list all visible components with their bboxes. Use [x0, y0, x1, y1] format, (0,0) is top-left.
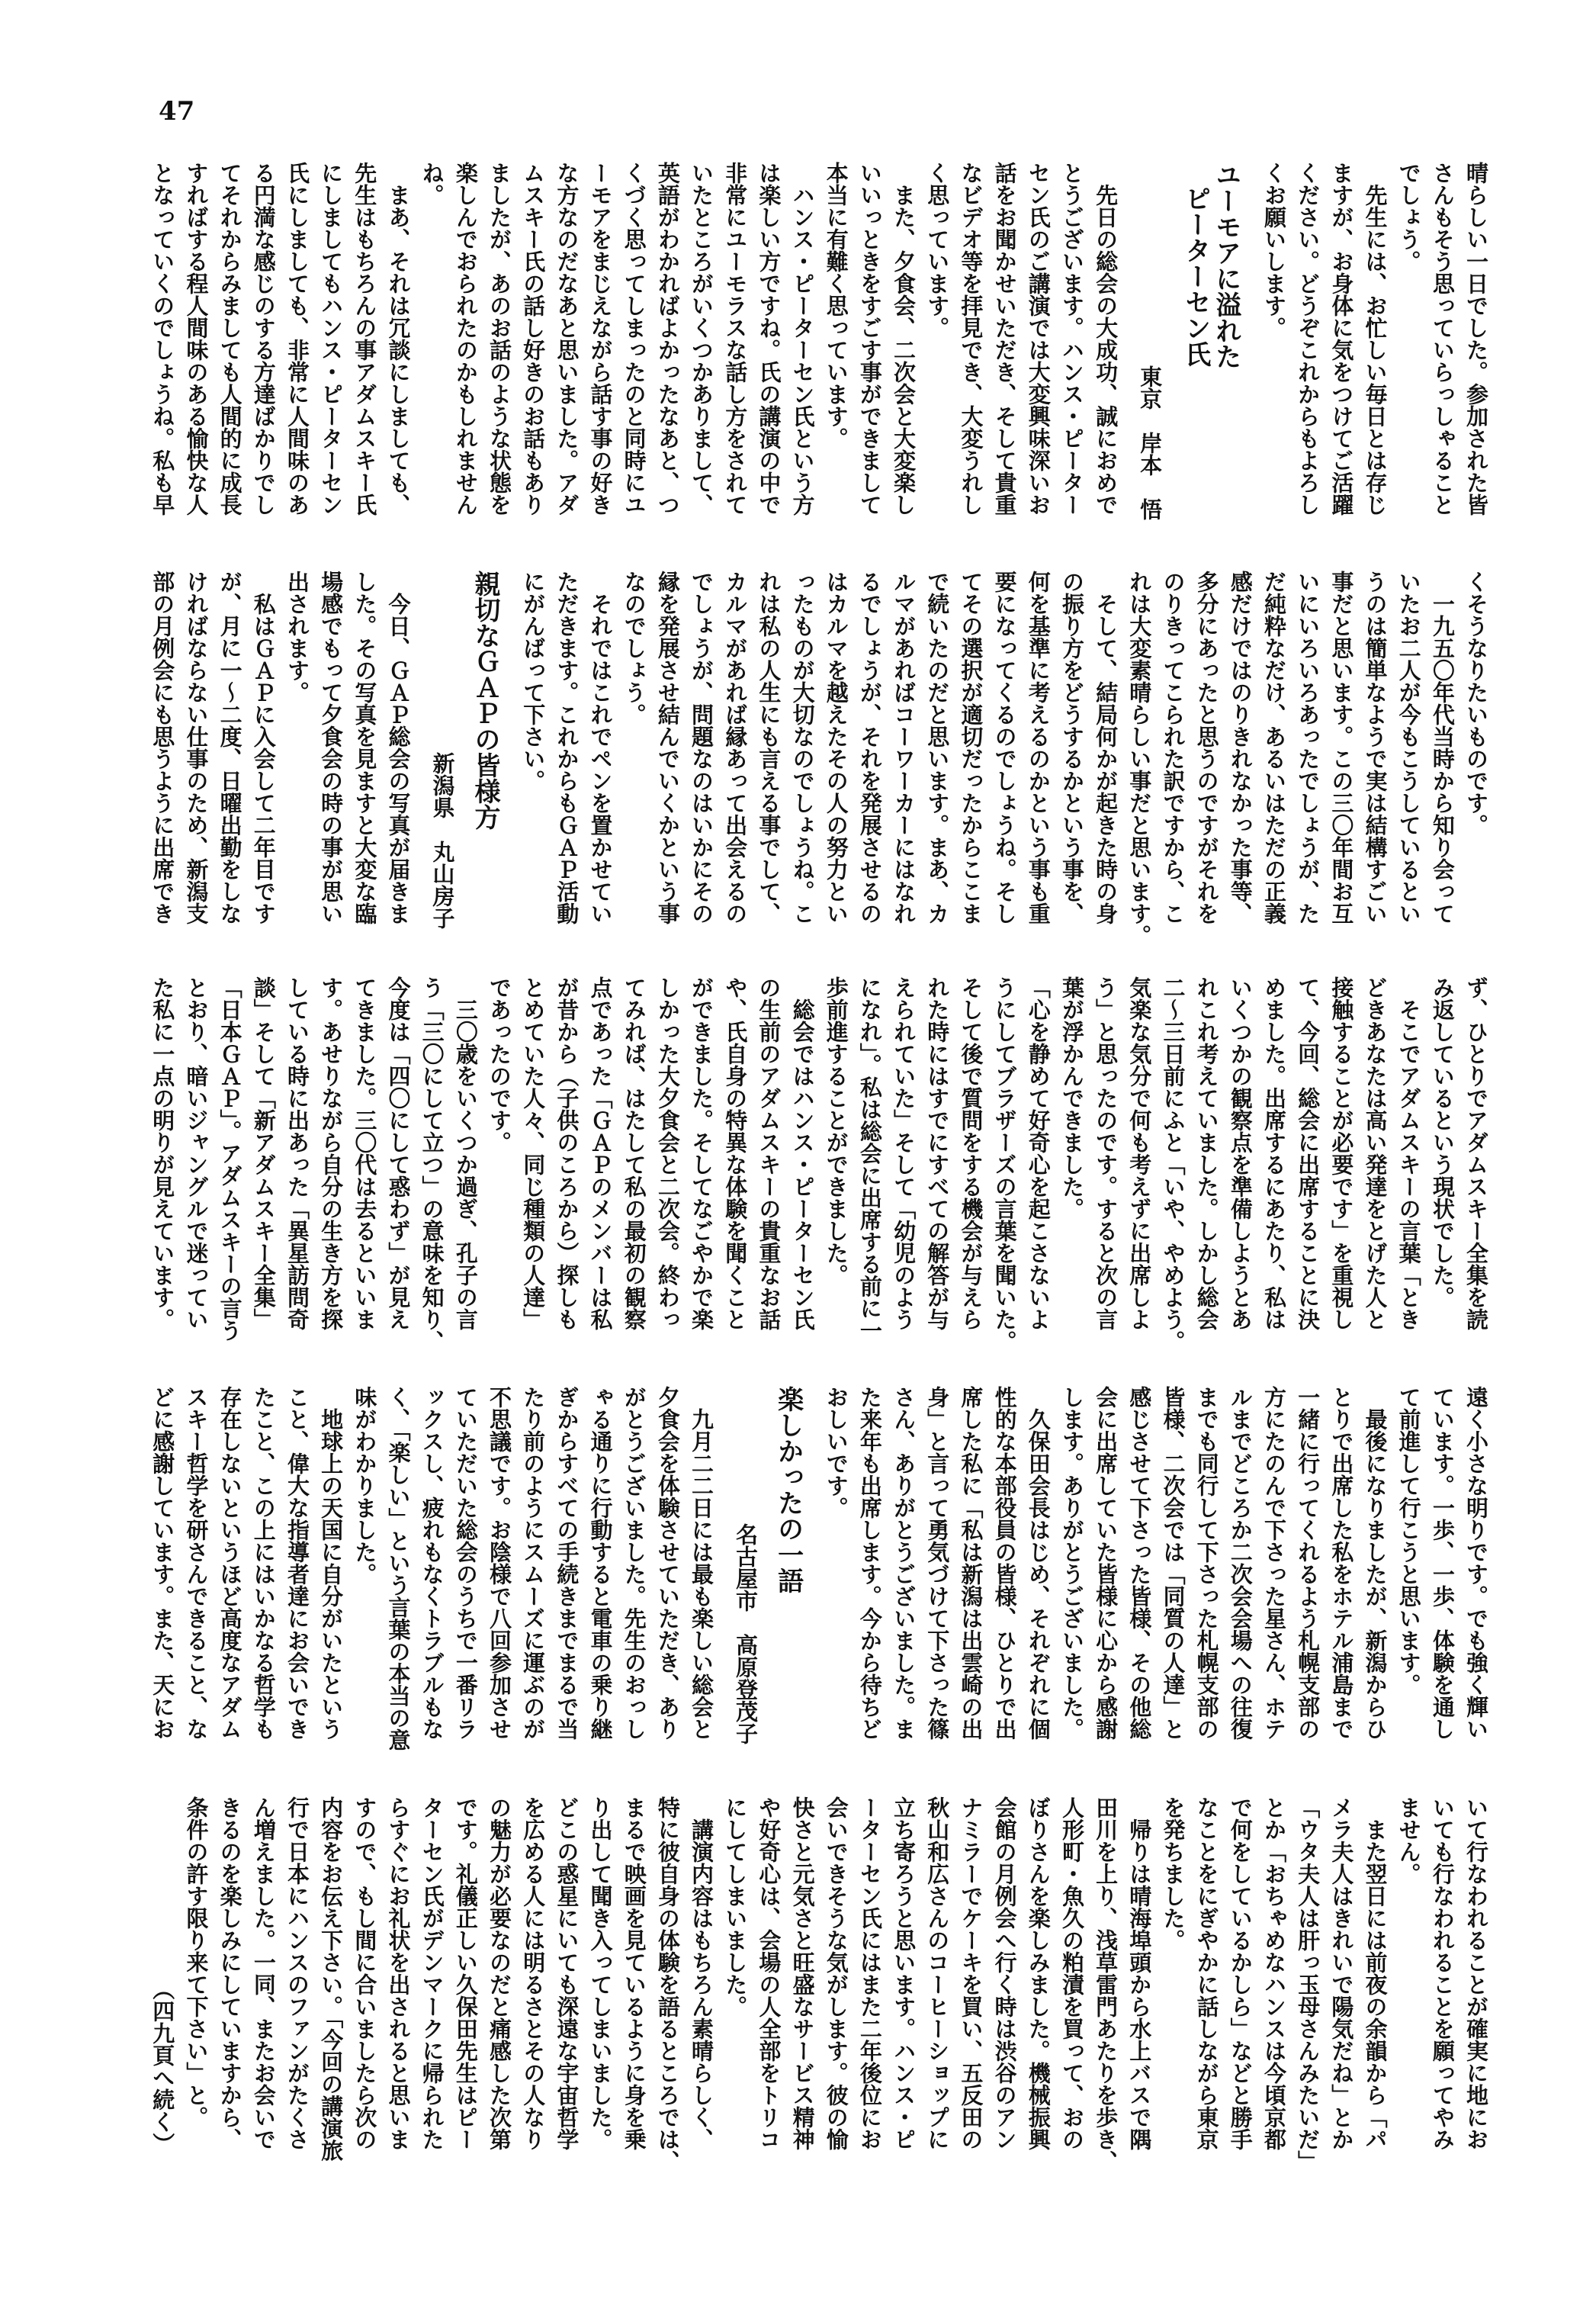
text-column: そして後で質問をする機会が与えら	[958, 976, 984, 1330]
text-column: いいっときをすごす事ができまして	[856, 162, 883, 516]
text-column: るでしょうが、それを発展させるの	[856, 571, 883, 924]
text-column: 晴らしい一日でした。参加された皆	[1463, 162, 1489, 516]
text-column: が昔から（子供のころから）探しも	[554, 976, 580, 1330]
text-column: 「ウタ夫人は肝っ玉母さんみたいだ」	[1295, 1796, 1321, 2172]
text-column: 秋山和広さんのコーヒーショップに	[924, 1796, 951, 2150]
text-column: ますが、お身体に気をつけてご活躍	[1328, 162, 1355, 516]
text-column: なことをにぎやかに話しながら東京	[1193, 1796, 1220, 2150]
article-author: 新潟県 丸山房子	[429, 752, 456, 929]
text-column: めました。出席するにあたり、私は	[1260, 976, 1287, 1330]
text-column: ナミラーでケーキを買い、五反田の	[958, 1796, 984, 2150]
text-column: どに感謝しています。また、天にお	[149, 1386, 176, 1740]
text-column: いたところがいくつかありまして、	[689, 162, 715, 516]
text-column: り出して聞き入ってしまいました。	[587, 1796, 614, 2150]
text-column: 気楽な気分で何も考えずに出席しよ	[1126, 976, 1153, 1330]
text-column: 今日、ＧＡＰ総会の写真が届きま	[385, 571, 412, 924]
text-column: 快さと元気さと旺盛なサービス精神	[789, 1796, 816, 2150]
text-column: はカルマを越えたその人の努力とい	[823, 571, 849, 924]
text-column: 場感でもって夕食会の時の事が思い	[318, 571, 345, 924]
text-column: のりきってこられた訳ですから、こ	[1160, 571, 1187, 924]
text-column: れこれ考えていました。しかし総会	[1193, 976, 1220, 1330]
text-column: た来年も出席します。今から待ちど	[856, 1386, 883, 1740]
text-column: 九月二二日には最も楽しい総会と	[689, 1386, 715, 1740]
text-column: であったのです。	[487, 976, 513, 1153]
text-column: で何をしているかしら」などと勝手	[1227, 1796, 1254, 2150]
text-column: 非常にユーモラスな話し方をされて	[722, 162, 749, 516]
band-4	[146, 1386, 1493, 1751]
text-column: また翌日には前夜の余韻から「パ	[1362, 1796, 1389, 2150]
text-column: 歩前進することができました。	[823, 976, 849, 1286]
text-column: れは私の人生にも言える事でして、	[756, 571, 782, 924]
text-column: てきました。三〇代は去るといいま	[352, 976, 378, 1330]
text-column: ックスし、疲れもなくトラブルもな	[419, 1386, 445, 1740]
text-column: にしてしまいました。	[722, 1796, 749, 2017]
text-column: て、今回、総会に出席することに決	[1295, 976, 1321, 1330]
text-column: 感だけではのりきれなかった事等、	[1227, 571, 1254, 924]
text-column: は楽しい方ですね。氏の講演の中で	[756, 162, 782, 516]
text-column: 先日の総会の大成功、誠におめで	[1093, 162, 1119, 516]
text-column: る円満な感じのする方達ばかりでし	[250, 162, 277, 516]
text-column: 性的な本部役員の皆様、ひとりで出	[991, 1386, 1018, 1740]
text-column: 感じさせて下さった皆様、その他総	[1126, 1386, 1153, 1740]
text-column: そして、結局何かが起きた時の身	[1093, 571, 1119, 924]
text-column: 何を基準に考えるのかという事も重	[1025, 571, 1052, 924]
text-column: 英語がわかればよかったなあと、つ	[654, 162, 681, 516]
text-column: それではこれでペンを置かせてい	[587, 571, 614, 924]
text-column: 三〇歳をいくつか過ぎ、孔子の言	[452, 976, 479, 1330]
text-column: ければならない仕事のため、新潟支	[183, 571, 210, 924]
text-column: カルマがあれば縁あって出会えるの	[722, 571, 749, 924]
text-column: となっていくのでしょうね。私も早	[149, 162, 176, 516]
text-column: 田川を上り、浅草雷門あたりを歩き、	[1093, 1796, 1119, 2172]
text-column: う「三〇にして立つ」の意味を知り、	[419, 976, 445, 1352]
text-column: う」と思ったのです。すると次の言	[1093, 976, 1119, 1330]
text-column: 条件の許す限り来て下さい」と。	[183, 1796, 210, 2128]
text-column: らすぐにお礼状を出されると思いま	[385, 1796, 412, 2150]
text-column: ゃる通りに行動すると電車の乗り継	[587, 1386, 614, 1740]
text-column: て前進して行こうと思います。	[1395, 1386, 1422, 1696]
text-column: ていただいた総会のうちで一番リラ	[452, 1386, 479, 1740]
text-column: くづく思ってしまったのと同時にユ	[621, 162, 647, 516]
text-column: 会館の月例会へ行く時は渋谷のアン	[991, 1796, 1018, 2150]
text-column: 今度は「四〇にして惑わず」が見え	[385, 976, 412, 1330]
text-column: 点であった「ＧＡＰのメンバーは私	[587, 976, 614, 1330]
text-column: さんもそう思っていらっしゃること	[1429, 162, 1456, 516]
text-column: した。その写真を見ますと大変な臨	[352, 571, 378, 924]
text-column: 内容をお伝え下さい。「今回の講演旅	[318, 1796, 345, 2162]
text-column: です。礼儀正しい久保田先生はピー	[452, 1796, 479, 2150]
text-column: れは大変素晴らしい事だと思います。	[1126, 571, 1153, 947]
article-title: ピーターセン氏	[1180, 185, 1211, 367]
text-column: うのは簡単なようで実は結構すごい	[1362, 571, 1389, 924]
text-column: 「日本ＧＡＰ」。アダムスキーの言う	[217, 976, 243, 1342]
text-column: でしょう。	[1395, 162, 1422, 272]
text-column: すので、もし間に合いましたら次の	[352, 1796, 378, 2150]
text-column: 久保田会長はじめ、それぞれに個	[1025, 1386, 1052, 1740]
text-column: ーターセン氏にはまた二年後位にお	[856, 1796, 883, 2150]
article-heading-block	[1122, 162, 1257, 520]
text-column: いて行なわれることが確実に地にお	[1463, 1796, 1489, 2150]
text-column: がとうございました。先生のおっし	[621, 1386, 647, 1740]
text-column: くそうなりたいものです。	[1463, 571, 1489, 836]
text-column: ぎからすべての手続きまでまるで当	[554, 1386, 580, 1740]
text-column: 地球上の天国に自分がいたという	[318, 1386, 345, 1740]
text-column: ています。一歩、一歩、体験を通し	[1429, 1386, 1456, 1740]
text-column: 会に出席していた皆様に心から感謝	[1093, 1386, 1119, 1740]
text-column: 特に彼自身の体験を語るところでは、	[654, 1796, 681, 2172]
article-heading-block	[415, 571, 516, 929]
text-column: ぼりさんを楽しみました。機械振興	[1025, 1796, 1052, 2150]
text-column: なのでしょう。	[621, 571, 647, 725]
text-column: 要になってくるのでしょうね。そし	[991, 571, 1018, 924]
article-title: ユーモアに溢れた	[1210, 162, 1241, 369]
band-5	[146, 1796, 1493, 2172]
text-column: 一九五〇年代当時から知り会って	[1429, 571, 1456, 924]
text-column: ルまでどころか二次会会場への往復	[1227, 1386, 1254, 1740]
text-column: いても行なわれることを願ってやみ	[1429, 1796, 1456, 2150]
text-column: セン氏のご講演では大変興味深いお	[1025, 162, 1052, 516]
text-column: くお願いします。	[1260, 162, 1287, 339]
text-column: 人形町・魚久の粕漬を買って、おの	[1058, 1796, 1085, 2150]
text-column: 存在しないというほど高度なアダム	[217, 1386, 243, 1740]
text-column: ができました。そしてなごやかで楽	[689, 976, 715, 1330]
article-heading-block	[718, 1386, 820, 1744]
band-2	[146, 571, 1493, 947]
text-column: を広める人には明るさとその人なり	[520, 1796, 547, 2150]
text-column: でしょうが、問題なのはいかにその	[689, 571, 715, 924]
text-column: さん、ありがとうございました。ま	[891, 1386, 917, 1740]
text-column: く思っています。	[924, 162, 951, 339]
text-column: 話をお聞かせいただき、そして貴重	[991, 162, 1018, 516]
text-column: こと、偉大な指導者達にお会いでき	[284, 1386, 310, 1740]
text-column: 縁を発展させ結んでいくかという事	[654, 571, 681, 924]
text-column: ん増えました。一同、またお会いで	[250, 1796, 277, 2150]
text-column: の魅力が必要なのだと痛感した次第	[487, 1796, 513, 2150]
text-column: なビデオ等を拝見でき、大変うれし	[958, 162, 984, 516]
text-column: 講演内容はもちろん素晴らしく、	[689, 1796, 715, 2150]
text-column: ムスキー氏の話し好きのお話もあり	[520, 162, 547, 516]
text-column: とめていた人々、同じ種類の人達」	[520, 976, 547, 1330]
text-column: ーモアをまじえながら話す事の好き	[587, 162, 614, 516]
text-column: ください。どうぞこれからもよろし	[1295, 162, 1321, 516]
text-column: 事だと思います。この三〇年間お互	[1328, 571, 1355, 924]
article-title: 親切なＧＡＰの皆様方	[470, 571, 501, 830]
text-column: れた時にはすでにすべての解答が与	[924, 976, 951, 1330]
text-column: たり前のようにスムーズに運ぶのが	[520, 1386, 547, 1740]
text-column: 行で日本にハンスのファンがたくさ	[284, 1796, 310, 2150]
text-column: の振り方をどうするかという事を、	[1058, 571, 1085, 924]
text-column: とりで出席した私をホテル浦島まで	[1328, 1386, 1355, 1740]
text-column: てそれからみましても人間的に成長	[217, 162, 243, 516]
text-column: いくつかの観察点を準備しようとあ	[1227, 976, 1254, 1330]
text-column: 夕食会を体験させていただき、あり	[654, 1386, 681, 1740]
band-3	[146, 976, 1493, 1352]
text-column: にがんばって下さい。	[520, 571, 547, 792]
text-column: 談」そして「新アダムスキー全集」	[250, 976, 277, 1330]
text-column: ったものが大切なのでしょうね。こ	[789, 571, 816, 924]
text-column: 私はＧＡＰに入会して二年目です	[250, 571, 277, 924]
text-column: たこと、この上にはいかなる哲学も	[250, 1386, 277, 1740]
text-column: 氏にしましても、非常に人間味のあ	[284, 162, 310, 516]
text-column: ターセン氏がデンマークに帰られた	[419, 1796, 445, 2150]
text-column: まあ、それは冗談にしましても、	[385, 162, 412, 516]
text-column: どきあなたは高い発達をとげた人と	[1362, 976, 1389, 1330]
text-column: 会いできそうな気がします。彼の愉	[823, 1796, 849, 2150]
text-column: ましたが、あのお話のような状態を	[486, 162, 512, 516]
text-column: 本当に有難く思っています。	[823, 162, 849, 449]
text-column: すればする程人間味のある愉快な人	[183, 162, 210, 516]
article-author: 東京 岸本 悟	[1137, 365, 1164, 520]
text-column: 皆様、二次会では「同質の人達」と	[1160, 1386, 1187, 1740]
text-column: どこの惑星にいても深遠な宇宙哲学	[554, 1796, 580, 2150]
text-column: な方なのだなあと思いました。アダ	[554, 162, 580, 516]
text-column: 多分にあったと思うのですがそれを	[1193, 571, 1220, 924]
text-column: 方にたのんで下さった星さん、ホテ	[1260, 1386, 1287, 1740]
text-column: や好奇心は、会場の人全部をトリコ	[756, 1796, 782, 2150]
text-column: ただきます。これからもＧＡＰ活動	[554, 571, 580, 924]
text-column: み返しているという現状でした。	[1429, 976, 1456, 1308]
text-column: 部の月例会にも思うように出席でき	[149, 571, 176, 924]
text-column: 楽しんでおられたのかもしれません	[452, 162, 479, 516]
text-column: てその選択が適切だったからここま	[958, 571, 984, 924]
text-column: ルマがあればコーワーカーにはなれ	[891, 571, 917, 924]
text-column: 帰りは晴海埠頭から水上バスで隅	[1126, 1796, 1153, 2150]
article-author: 名古屋市 高原登茂子	[733, 1523, 759, 1744]
text-column: く、「楽しい」という言葉の本当の意	[385, 1386, 412, 1751]
text-column: いたお二人が今もこうしているとい	[1395, 571, 1422, 924]
text-column: 「心を静めて好奇心を起こさないよ	[1025, 976, 1052, 1330]
text-column: 総会ではハンス・ピーターセン氏	[789, 976, 816, 1330]
text-column: きるのを楽しみにしていますから、	[217, 1796, 243, 2150]
text-column: 二〜三日前にふと「いや、やめよう。	[1160, 976, 1187, 1352]
text-column: ません。	[1395, 1796, 1422, 1885]
text-column: している時に出あった「異星訪問奇	[284, 976, 310, 1330]
continued-note: （四九頁へ続く）	[149, 1978, 176, 2155]
text-column: 遠く小さな明りです。でも強く輝い	[1463, 1386, 1489, 1740]
text-column: まるで映画を見ているように身を乗	[621, 1796, 647, 2150]
text-column: そこでアダムスキーの言葉「とき	[1395, 976, 1422, 1330]
text-column: 最後になりましたが、新潟からひ	[1362, 1386, 1389, 1740]
text-column: にしましてもハンス・ピーターセン	[318, 162, 345, 516]
text-column: までも同行して下さった札幌支部の	[1193, 1386, 1220, 1740]
text-column: 味がわかりました。	[352, 1386, 378, 1585]
text-column: します。ありがとうございました。	[1058, 1386, 1085, 1740]
text-column: が、月に一〜二度、日曜出勤をしな	[217, 571, 243, 924]
text-column: スキー哲学を研さんできること、な	[183, 1386, 210, 1740]
text-column: いにいろいろあったでしょうが、た	[1295, 571, 1321, 924]
text-column: とか「おちゃめなハンスは今頃京都	[1260, 1796, 1287, 2150]
text-column: とうございます。ハンス・ピーター	[1058, 162, 1085, 516]
text-column: や、氏自身の特異な体験を聞くこと	[722, 976, 749, 1330]
text-column: を発ちました。	[1160, 1796, 1187, 1951]
text-column: になれ」。私は総会に出席する前に一	[856, 976, 883, 1342]
text-column: しかった大夕食会と二次会。終わっ	[654, 976, 681, 1330]
text-column: おしいです。	[823, 1386, 849, 1519]
text-column: 立ち寄ろうと思います。ハンス・ピ	[891, 1796, 917, 2150]
text-column: た私に一点の明りが見えています。	[149, 976, 176, 1330]
text-column: てみれば、はたして私の最初の観察	[621, 976, 647, 1330]
text-column: うにしてブラザーズの言葉を聞いた。	[991, 976, 1018, 1352]
text-column: 葉が浮かんできました。	[1058, 976, 1085, 1220]
text-column: の生前のアダムスキーの貴重なお話	[756, 976, 782, 1330]
article-title: 楽しかったの一語	[772, 1386, 804, 1593]
text-column: ね。	[419, 162, 445, 206]
text-column: ず、ひとりでアダムスキー全集を読	[1463, 976, 1489, 1330]
text-column: で続いたのだと思います。まあ、カ	[924, 571, 951, 924]
text-column: 不思議です。お陰様で八回参加させ	[487, 1386, 512, 1740]
text-column: 一緒に行ってくれるよう札幌支部の	[1295, 1386, 1321, 1740]
text-column: だ純粋なだけ、あるいはただの正義	[1260, 571, 1287, 924]
text-column: とおり、暗いジャングルで迷ってい	[183, 976, 210, 1330]
text-column: メラ夫人はきれいで陽気だね」とか	[1328, 1796, 1355, 2150]
text-column: す。あせりながら自分の生き方を探	[318, 976, 345, 1330]
text-column: 先生には、お忙しい毎日とは存じ	[1362, 162, 1389, 516]
text-column: 身」と言って勇気づけて下さった篠	[924, 1386, 951, 1740]
text-column: 出されます。	[284, 571, 310, 703]
text-column: ハンス・ピーターセン氏という方	[789, 162, 816, 516]
text-column: 席した私に「私は新潟は出雲崎の出	[958, 1386, 984, 1740]
band-1	[146, 162, 1493, 520]
text-column: 先生はもちろんの事アダムスキー氏	[352, 162, 378, 516]
text-column: また、夕食会、二次会と大変楽し	[891, 162, 917, 516]
text-column: 接触することが必要です」を重視し	[1328, 976, 1355, 1330]
page-number: 47	[159, 96, 195, 127]
text-column: えられていた」そして「幼児のよう	[891, 976, 917, 1330]
